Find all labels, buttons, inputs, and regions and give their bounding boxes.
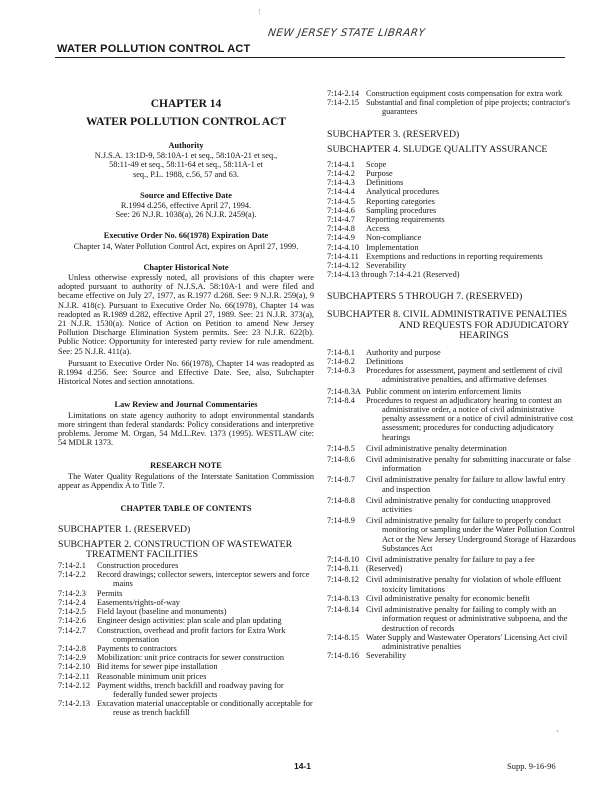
chapter-heading: CHAPTER 14 xyxy=(150,98,222,110)
toc-row xyxy=(58,699,314,717)
section-number: 7:14-8.6 xyxy=(327,455,355,465)
section-title: Construction, overhead and profit factors for Extra Work compensation xyxy=(97,625,286,644)
section-title: Engineer design activities: plan scale and plan updating xyxy=(97,616,282,626)
section-number: 7:14-8.11 xyxy=(327,564,359,574)
toc-row xyxy=(327,178,579,187)
toc-row xyxy=(327,396,579,442)
toc-row xyxy=(327,160,579,169)
section-number: 7:14-2.9 xyxy=(58,653,86,663)
section-number: 7:14-8.15 xyxy=(327,632,360,642)
historical-note-para-1: Unless otherwise expressly noted, all provisions of this chapter were adopted pursuant to authority of N.J.S.A. 58:10A-1 and were filed and became effective on July 27, 1977, as R.1977 d.268. See: 9 N.J.R. 259(a), 9 N.J.R. 418(c). Pursuant to Executive Order No. 66(1978), Chapter 14 was readopted as R.1989 d.282, effective April 27, 1989. See: 21 N.J.R. 373(a), 21 N.J.R. 1530(a). Notice of Action on Petition to amend New Jersey Pollution Discharge Elimination System permits. See: 23 N.J.R. 622(b). Public Notice: Opportunity for interested party review for rule amendment. See: 25 N.J.R. 411(a). xyxy=(58,273,314,356)
section-number: 7:14-8.3 xyxy=(327,366,355,376)
section-title: Civil administrative penalty for failing to comply with an information request or administrative subpoena, and the destruction of records xyxy=(366,605,568,633)
section-title: Access xyxy=(366,224,390,234)
subchapter-4-reserved: 7:14-4.13 through 7:14-4.21 (Reserved) xyxy=(327,270,460,280)
subchapter-1-heading: SUBCHAPTER 1. (RESERVED) xyxy=(58,524,191,536)
section-number: 7:14-2.10 xyxy=(58,662,91,672)
toc-row xyxy=(327,605,579,633)
research-note-heading: RESEARCH NOTE xyxy=(150,461,222,471)
section-title: Exemptions and reductions in reporting requirements xyxy=(366,251,543,261)
toc-row xyxy=(58,616,314,625)
toc-row xyxy=(58,589,314,598)
section-title: Reporting requirements xyxy=(366,215,445,225)
section-title: Analytical procedures xyxy=(366,187,440,197)
section-title: Payment widths, trench backfill and roadway paving for federally funded sewer projects xyxy=(97,680,284,699)
section-number: 7:14-2.8 xyxy=(58,643,86,653)
toc-row xyxy=(327,575,579,593)
toc-row xyxy=(58,570,314,588)
toc-row xyxy=(327,555,579,564)
section-number: 7:14-4.1 xyxy=(327,159,355,169)
section-title: Civil administrative penalty for failure to allow lawful entry and inspection xyxy=(366,475,566,494)
section-number: 7:14-2.5 xyxy=(58,607,86,617)
subchapters-5-7-heading: SUBCHAPTERS 5 THROUGH 7. (RESERVED) xyxy=(327,291,523,303)
section-title: Civil administrative penalty for economic benefit xyxy=(366,593,530,603)
section-title: Record drawings; collector sewers, interceptor sewers and force mains xyxy=(97,570,310,589)
toc-row xyxy=(58,607,314,616)
section-title: Civil administrative penalty for submitting inaccurate or false information xyxy=(366,455,571,474)
source-text xyxy=(58,201,314,219)
section-number: 7:14-8.13 xyxy=(327,593,360,603)
section-number: 7:14-8.7 xyxy=(327,475,355,485)
toc-row xyxy=(327,206,579,215)
section-title: Purpose xyxy=(366,169,393,178)
section-number: 7:14-8.9 xyxy=(327,516,355,526)
subchapter-8-heading-cont: AND REQUESTS FOR ADJUDICATORY xyxy=(398,319,570,331)
toc-row xyxy=(327,475,579,493)
section-number: 7:14-2.1 xyxy=(58,561,86,571)
section-title: Public comment on interim enforcement limits xyxy=(366,386,522,396)
toc-row xyxy=(58,672,314,681)
subchapter-8-heading-cont-2: HEARINGS xyxy=(459,330,509,342)
section-title: Authority and purpose xyxy=(366,347,441,357)
corner-mark: ˎ xyxy=(556,722,559,732)
section-title: Sampling procedures xyxy=(366,205,437,215)
section-number: 7:14-4.12 xyxy=(327,261,360,271)
section-number: 7:14-8.10 xyxy=(327,555,360,565)
subchapter-2-heading: SUBCHAPTER 2. CONSTRUCTION OF WASTEWATER xyxy=(58,538,293,550)
section-title: Civil administrative penalty for failure to properly conduct monitoring or sampling under the Water Pollution Control Act or the New Jersey Underground Storage of Hazardous Substances Act xyxy=(366,516,576,553)
section-title: Severability xyxy=(366,261,407,271)
section-title: Bid items for sewer pipe installation xyxy=(97,662,218,672)
section-number: 7:14-2.11 xyxy=(58,671,90,681)
section-number: 7:14-2.13 xyxy=(58,699,91,709)
section-number: 7:14-8.1 xyxy=(327,347,355,357)
source-heading: Source and Effective Date xyxy=(140,190,232,200)
toc-row xyxy=(327,496,579,514)
subchapter-4-heading: SUBCHAPTER 4. SLUDGE QUALITY ASSURANCE xyxy=(327,144,548,156)
research-note-text: The Water Quality Regulations of the Interstate Sanitation Commission appear as Appendix A to Title 7. xyxy=(58,471,314,490)
library-stamp: NEW JERSEY STATE LIBRARY xyxy=(267,27,426,39)
toc-heading: CHAPTER TABLE OF CONTENTS xyxy=(120,504,252,514)
section-number: 7:14-4.5 xyxy=(327,196,355,206)
toc-row xyxy=(58,561,314,570)
toc-row xyxy=(327,594,579,603)
source-line: R.1994 d.256, effective April 27, 1994. xyxy=(120,201,252,211)
section-title: Reasonable minimum unit prices xyxy=(97,671,207,681)
section-number: 7:14-2.14 xyxy=(327,89,360,98)
section-title: Procedures for assessment, payment and settlement of civil administrative penalties, and affirmative defenses xyxy=(366,366,563,385)
section-number: 7:14-4.3 xyxy=(327,178,355,188)
source-line: See: 26 N.J.R. 1038(a), 26 N.J.R. 2459(a). xyxy=(115,210,257,220)
toc-row xyxy=(58,681,314,699)
toc-row xyxy=(327,197,579,206)
toc-row xyxy=(327,651,579,660)
subchapter-8-toc xyxy=(327,348,579,661)
section-number: 7:14-2.15 xyxy=(327,98,360,108)
section-title: Civil administrative penalty for conducting unapproved activities xyxy=(366,495,551,515)
toc-row xyxy=(58,662,314,671)
toc-row xyxy=(58,653,314,662)
running-head: WATER POLLUTION CONTROL ACT xyxy=(57,43,251,55)
section-title: Procedures to request an adjudicatory hearing to contest an administrative order, a notice of civil administrative penalty assessment or a notice of civil administrative cost assessment; procedures for conducting adjudicatory hearings xyxy=(366,395,574,442)
section-title: Reporting categories xyxy=(366,196,435,206)
section-number: 7:14-8.4 xyxy=(327,395,355,405)
section-number: 7:14-2.12 xyxy=(58,680,91,690)
toc-row xyxy=(58,626,314,644)
subchapter-2-toc xyxy=(58,561,314,717)
chapter-title: WATER POLLUTION CONTROL ACT xyxy=(85,116,287,128)
section-title: (Reserved) xyxy=(366,564,403,574)
section-title: Easements/rights-of-way xyxy=(97,597,180,607)
section-number: 7:14-4.2 xyxy=(327,169,355,178)
right-column xyxy=(327,89,579,660)
supplement-date: Supp. 9-16-96 xyxy=(507,761,556,771)
page-number: 14-1 xyxy=(294,761,312,771)
toc-row xyxy=(327,387,579,396)
section-number: 7:14-4.4 xyxy=(327,187,355,197)
section-number: 7:14-8.16 xyxy=(327,651,360,661)
section-title: Substantial and final completion of pipe projects; contractor's guarantees xyxy=(366,98,571,117)
section-number: 7:14-8.12 xyxy=(327,575,360,585)
header-rule xyxy=(55,57,565,58)
executive-order-text: Chapter 14, Water Pollution Control Act, expires on April 27, 1999. xyxy=(73,241,299,251)
toc-row xyxy=(327,224,579,233)
section-title: Payments to contractors xyxy=(97,643,177,653)
section-number: 7:14-8.3A xyxy=(327,386,361,396)
historical-note-heading: Chapter Historical Note xyxy=(143,262,229,272)
authority-line: N.J.S.A. 13:1D-9, 58:10A-1 et seq., 58:10A-21 et seq., xyxy=(94,151,278,161)
subchapter-4-toc xyxy=(327,160,579,270)
section-title: Field layout (baseline and monuments) xyxy=(97,607,227,617)
section-number: 7:14-4.11 xyxy=(327,251,359,261)
section-number: 7:14-2.6 xyxy=(58,616,86,626)
section-number: 7:14-4.10 xyxy=(327,242,360,252)
section-title: Excavation material unacceptable or conditionally acceptable for reuse as trench backfill xyxy=(97,699,313,718)
section-number: 7:14-4.8 xyxy=(327,224,355,234)
authority-heading: Authority xyxy=(168,141,204,150)
toc-row xyxy=(327,633,579,651)
authority-text xyxy=(58,151,314,179)
top-mark: ! xyxy=(258,8,261,16)
toc-row xyxy=(58,644,314,653)
toc-row xyxy=(327,252,579,261)
toc-row xyxy=(327,516,579,553)
section-number: 7:14-4.6 xyxy=(327,205,355,215)
section-title: Civil administrative penalty for failure to pay a fee xyxy=(366,555,535,565)
section-number: 7:14-4.9 xyxy=(327,233,355,243)
section-number: 7:14-4.7 xyxy=(327,215,355,225)
executive-order-heading: Executive Order No. 66(1978) Expiration Date xyxy=(103,231,269,241)
section-title: Mobilization: unit price contracts for sewer construction xyxy=(97,653,285,663)
section-title: Construction equipment costs compensation for extra work xyxy=(366,89,563,98)
toc-row xyxy=(327,366,579,384)
section-title: Construction procedures xyxy=(97,561,179,571)
toc-row xyxy=(327,444,579,453)
historical-note-para-2: Pursuant to Executive Order No. 66(1978), Chapter 14 was readopted as R.1994 d.256. See: Source and Effective Date. See, also, Subchapter Historical Notes and section annotations. xyxy=(58,358,314,387)
section-number: 7:14-2.3 xyxy=(58,588,86,598)
subchapter-3-heading: SUBCHAPTER 3. (RESERVED) xyxy=(327,128,460,140)
law-review-text: Limitations on state agency authority to adopt environmental standards more stringent than federal standards: Policy considerations and interpretive problems. Jerome M. Organ, 54 Md.L.Rev. 1373 (1995). WESTLAW cite: 54 MDLR 1373. xyxy=(58,410,314,448)
section-title: Water Supply and Wastewater Operators' Licensing Act civil administrative penalties xyxy=(366,632,568,651)
subchapter-8-heading: SUBCHAPTER 8. CIVIL ADMINISTRATIVE PENALTIES xyxy=(327,309,568,321)
subchapter-2-toc-continued xyxy=(327,89,579,117)
section-title: Civil administrative penalty determination xyxy=(366,443,507,453)
authority-line: 58:11-49 et seq., 58:11-64 et seq., 58:11A-1 et xyxy=(109,160,263,170)
section-title: Permits xyxy=(97,588,123,598)
toc-row xyxy=(58,598,314,607)
authority-line: seq., P.L. 1988, c.56, 57 and 63. xyxy=(132,169,239,179)
toc-row xyxy=(327,455,579,473)
section-number: 7:14-2.4 xyxy=(58,597,86,607)
section-number: 7:14-8.5 xyxy=(327,443,355,453)
section-title: Non-compliance xyxy=(366,233,422,243)
section-number: 7:14-8.8 xyxy=(327,495,355,505)
section-number: 7:14-2.2 xyxy=(58,570,86,580)
toc-row xyxy=(327,243,579,252)
section-title: Definitions xyxy=(366,178,404,188)
section-title: Civil administrative penalty for violation of whole effluent toxicity limitations xyxy=(366,575,562,594)
toc-row xyxy=(327,89,579,98)
toc-row xyxy=(327,564,579,573)
toc-row xyxy=(327,98,579,116)
section-title: Scope xyxy=(366,159,387,169)
section-number: 7:14-2.7 xyxy=(58,625,86,635)
toc-row xyxy=(327,233,579,242)
section-number: 7:14-8.14 xyxy=(327,605,360,615)
section-number: 7:14-8.2 xyxy=(327,357,355,367)
toc-row xyxy=(327,261,579,270)
section-title: Definitions xyxy=(366,357,404,367)
law-review-heading: Law Review and Journal Commentaries xyxy=(114,400,258,410)
section-title: Severability xyxy=(366,651,407,661)
toc-row xyxy=(327,215,579,224)
toc-row xyxy=(327,187,579,196)
left-column xyxy=(58,98,314,718)
toc-row xyxy=(327,169,579,178)
toc-row xyxy=(327,357,579,366)
section-title: Implementation xyxy=(366,242,419,252)
subchapter-2-heading-cont: TREATMENT FACILITIES xyxy=(86,549,199,561)
toc-row xyxy=(327,348,579,357)
